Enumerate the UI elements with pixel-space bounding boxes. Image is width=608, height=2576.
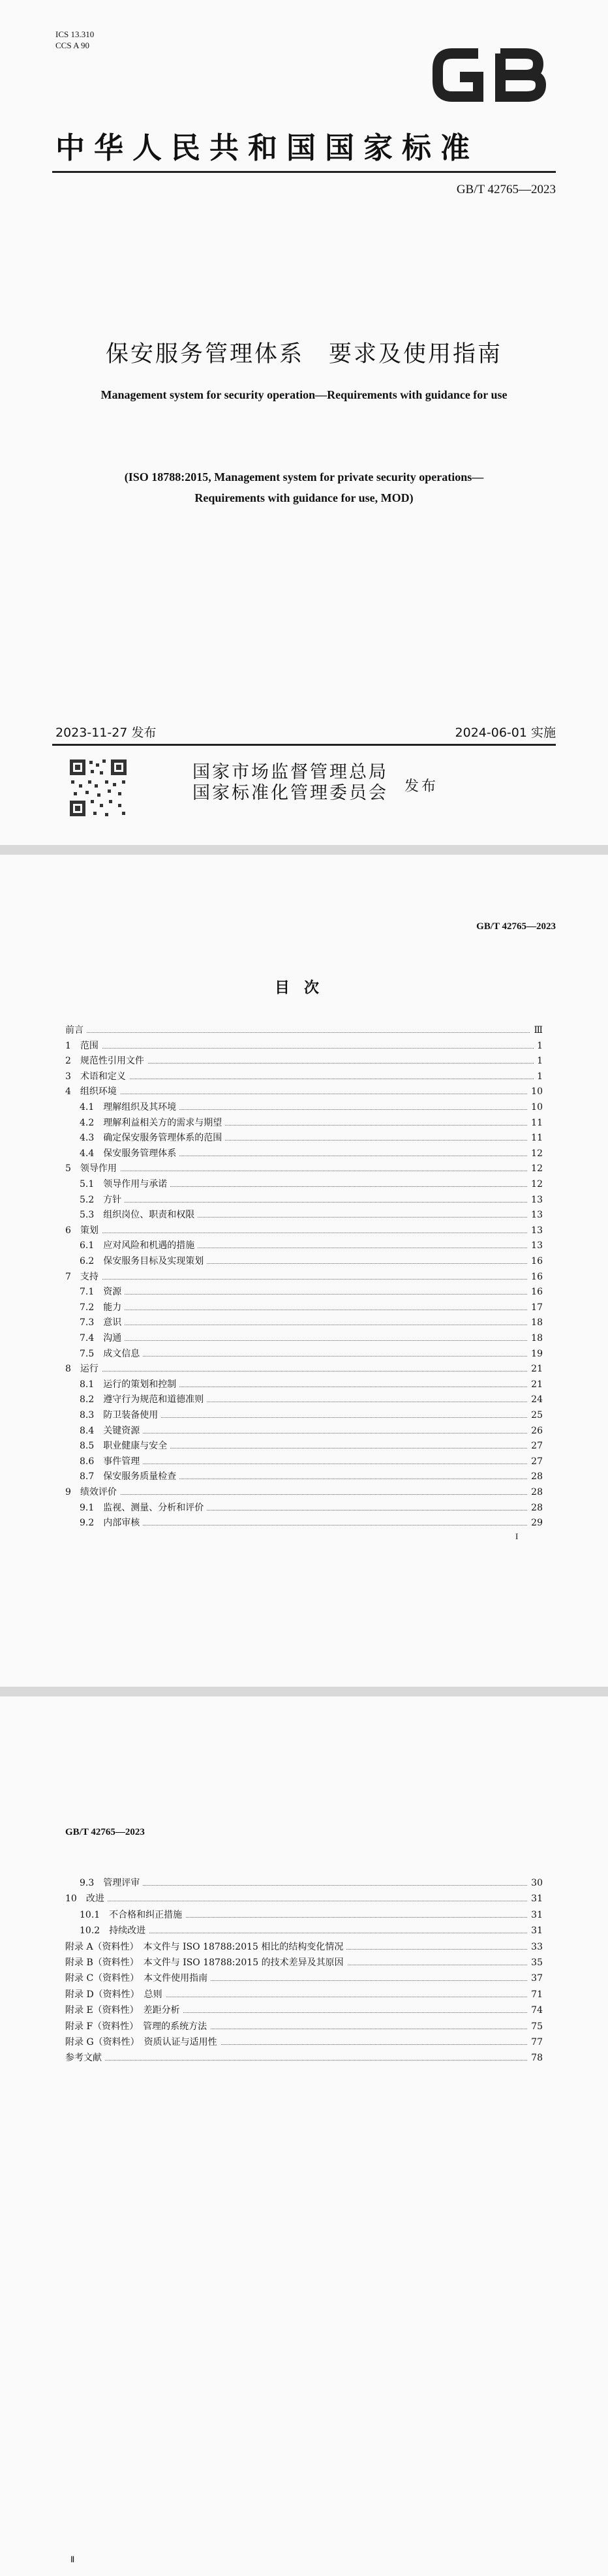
publisher-line-2: 国家标准化管理委员会 xyxy=(192,783,388,803)
toc-entry-label: 8.1 运行的策划和控制 xyxy=(80,1379,179,1390)
toc-entry-page: 13 xyxy=(528,1193,543,1208)
toc-entry-page: 29 xyxy=(528,1516,543,1531)
toc-entry[interactable] xyxy=(80,1501,543,1516)
national-standard-title: 中华人民共和国国家标准 xyxy=(55,130,479,165)
toc-entry[interactable] xyxy=(80,1315,543,1330)
classification-codes xyxy=(55,29,94,51)
toc-entry-page: 21 xyxy=(528,1377,543,1392)
toc-entry-label: 8.2 遵守行为规范和道德准则 xyxy=(80,1394,207,1405)
toc-entry-page: 10 xyxy=(528,1084,543,1099)
toc-entry-page: 37 xyxy=(528,1971,543,1986)
toc-entry[interactable] xyxy=(80,1454,543,1469)
toc-entry[interactable] xyxy=(65,1223,543,1238)
toc-entry-page: 16 xyxy=(528,1285,543,1300)
document-title-cn: 保安服务管理体系 要求及使用指南 xyxy=(105,341,502,367)
toc-entry-label: 4.3 确定保安服务管理体系的范围 xyxy=(80,1133,225,1143)
leader-dots xyxy=(65,1032,543,1033)
leader-dots xyxy=(65,1279,543,1280)
toc-entry-label: 5 领导作用 xyxy=(65,1163,120,1174)
toc-entry-page: 13 xyxy=(528,1238,543,1253)
toc-entry-page: 75 xyxy=(528,2019,543,2034)
toc-entry-label: 10 改进 xyxy=(65,1894,108,1904)
toc-entry-label: 附录 B（资料性） 本文件与 ISO 18788:2015 的技术差异及其原因 xyxy=(65,1957,347,1968)
ccs-code: CCS A 90 xyxy=(55,40,90,50)
toc-entry[interactable] xyxy=(80,1924,543,1939)
toc-page-header: GB/T 42765—2023 xyxy=(476,921,556,932)
leader-dots xyxy=(65,2060,543,2061)
toc-entry-page: 18 xyxy=(528,1331,543,1346)
toc-entry-page: 12 xyxy=(528,1146,543,1161)
toc-title: 目次 xyxy=(275,979,333,996)
toc-entry-label: 9.2 内部审核 xyxy=(80,1518,143,1528)
toc-entry[interactable] xyxy=(65,1039,543,1054)
toc-entry-page: 24 xyxy=(528,1392,543,1407)
toc-entry-page: 35 xyxy=(528,1955,543,1970)
toc-entry-label: 7.4 沟通 xyxy=(80,1333,125,1343)
toc-entry-page: 16 xyxy=(528,1270,543,1285)
toc-entry-label: 8 运行 xyxy=(65,1364,102,1374)
toc-entry-page: Ⅲ xyxy=(530,1023,543,1038)
toc-entry-page: 12 xyxy=(528,1161,543,1176)
toc-list xyxy=(65,1023,543,1545)
toc-entry-label: 8.6 事件管理 xyxy=(80,1456,143,1467)
toc-entry-label: 3 术语和定义 xyxy=(65,1071,129,1082)
toc-entry[interactable] xyxy=(65,1955,543,1970)
qr-code-icon xyxy=(67,757,129,819)
toc-entry-label: 10.1 不合格和纠正措施 xyxy=(80,1910,185,1920)
toc-page xyxy=(0,855,608,1687)
leader-dots xyxy=(65,1048,543,1049)
toc-entry-page: 74 xyxy=(528,2003,543,2018)
leader-dots xyxy=(80,1294,543,1295)
toc-entry-page: 30 xyxy=(528,1876,543,1891)
toc-entry-page: 13 xyxy=(528,1208,543,1223)
toc-entry-label: 附录 F（资料性） 管理的系统方法 xyxy=(65,2021,210,2032)
toc-entry-label: 7.3 意识 xyxy=(80,1317,125,1328)
toc-entry-page: 27 xyxy=(528,1439,543,1454)
toc-entry-page: 28 xyxy=(528,1501,543,1516)
toc-entry-label: 6 策划 xyxy=(65,1225,102,1236)
toc-entry-page: 25 xyxy=(528,1408,543,1423)
toc-entry-page: 28 xyxy=(528,1469,543,1484)
toc-entry-page: 13 xyxy=(528,1223,543,1238)
toc-entry-label: 9 绩效评价 xyxy=(65,1487,120,1497)
iso-reference xyxy=(59,467,549,508)
toc-entry-label: 8.4 关键资源 xyxy=(80,1426,143,1436)
toc-entry-label: 8.3 防卫装备使用 xyxy=(80,1410,161,1420)
toc-entry[interactable] xyxy=(80,1208,543,1223)
toc-entry-page: 28 xyxy=(528,1485,543,1500)
toc-entry-label: 附录 E（资料性） 差距分析 xyxy=(65,2005,183,2016)
toc-entry[interactable] xyxy=(80,1424,543,1439)
iso-reference-line-1: (ISO 18788:2015, Management system for private security operations— xyxy=(124,470,484,483)
leader-dots xyxy=(80,1433,543,1434)
toc-entry[interactable] xyxy=(65,1161,543,1176)
toc-entry-label: 4 组织环境 xyxy=(65,1086,120,1097)
toc-entry-page: 31 xyxy=(528,1924,543,1939)
toc-entry-label: 9.1 监视、测量、分析和评价 xyxy=(80,1503,207,1513)
toc-page-2 xyxy=(0,1696,608,2576)
page-number-2: Ⅱ xyxy=(70,2554,75,2564)
toc-entry[interactable] xyxy=(80,1408,543,1423)
toc-entry[interactable] xyxy=(65,1892,543,1907)
toc-entry-label: 7.5 成文信息 xyxy=(80,1349,143,1359)
toc-entry-label: 9.3 管理评审 xyxy=(80,1878,143,1888)
toc-entry-page: 21 xyxy=(528,1362,543,1377)
toc-entry-page: 19 xyxy=(528,1347,543,1362)
toc-entry-page: 18 xyxy=(528,1315,543,1330)
issue-date: 2023-11-27 发布 xyxy=(55,726,157,740)
cover-page xyxy=(0,0,608,845)
toc-entry[interactable] xyxy=(65,2019,543,2034)
toc-entry[interactable] xyxy=(80,1908,543,1923)
toc-entry-label: 10.2 持续改进 xyxy=(80,1925,149,1936)
leader-dots xyxy=(80,1340,543,1341)
toc-entry-label: 5.3 组织岗位、职责和权限 xyxy=(80,1210,198,1220)
toc-entry[interactable] xyxy=(65,2051,543,2066)
implement-date: 2024-06-01 实施 xyxy=(455,726,556,740)
toc-entry-label: 参考文献 xyxy=(65,2053,105,2063)
publisher-suffix: 发布 xyxy=(404,778,439,795)
toc-entry-page: 27 xyxy=(528,1454,543,1469)
leader-dots xyxy=(80,1356,543,1357)
toc-entry[interactable] xyxy=(65,2003,543,2018)
toc-entry-label: 5.1 领导作用与承诺 xyxy=(80,1179,170,1189)
toc-page-2-header: GB/T 42765—2023 xyxy=(65,1827,145,1837)
toc-entry[interactable] xyxy=(65,1069,543,1084)
gb-logo-icon xyxy=(427,39,551,111)
date-rule xyxy=(52,744,556,746)
toc-entry-page: 11 xyxy=(528,1131,543,1146)
toc-entry-label: 5.2 方针 xyxy=(80,1195,125,1205)
toc-entry[interactable] xyxy=(80,1100,543,1115)
title-rule xyxy=(52,171,556,173)
toc-entry-label: 7.1 资源 xyxy=(80,1287,125,1297)
toc-entry[interactable] xyxy=(80,1377,543,1392)
toc-entry[interactable] xyxy=(80,1347,543,1362)
toc-entry-page: 26 xyxy=(528,1424,543,1439)
leader-dots xyxy=(80,1885,543,1886)
ics-code: ICS 13.310 xyxy=(55,29,95,39)
toc-entry[interactable] xyxy=(65,1084,543,1099)
toc-entry-label: 1 范围 xyxy=(65,1041,102,1051)
toc-entry-label: 7 支持 xyxy=(65,1272,102,1282)
toc-entry-page: 1 xyxy=(534,1054,543,1069)
toc-entry[interactable] xyxy=(80,1238,543,1253)
toc-entry-label: 4.1 理解组织及其环境 xyxy=(80,1102,179,1112)
toc-entry[interactable] xyxy=(80,1177,543,1192)
toc-entry[interactable] xyxy=(65,1362,543,1377)
toc-entry-label: 8.5 职业健康与安全 xyxy=(80,1441,170,1451)
leader-dots xyxy=(65,1494,543,1495)
toc-entry-page: 78 xyxy=(528,2051,543,2066)
toc-entry[interactable] xyxy=(80,1331,543,1346)
toc-entry[interactable] xyxy=(80,1439,543,1454)
toc-entry-label: 4.2 理解利益相关方的需求与期望 xyxy=(80,1118,225,1128)
toc-entry[interactable] xyxy=(80,1193,543,1208)
toc-entry-label: 6.2 保安服务目标及实现策划 xyxy=(80,1256,207,1266)
toc-entry-page: 17 xyxy=(528,1300,543,1315)
toc-entry-label: 附录 A（资料性） 本文件与 ISO 18788:2015 相比的结构变化情况 xyxy=(65,1942,346,1952)
page-number: I xyxy=(515,1531,519,1541)
publisher xyxy=(192,762,388,804)
toc-entry-page: 1 xyxy=(534,1039,543,1054)
toc-list-2 xyxy=(65,1876,543,2085)
toc-entry[interactable] xyxy=(65,1940,543,1955)
toc-entry[interactable] xyxy=(80,1116,543,1131)
toc-entry-page: 71 xyxy=(528,1987,543,2002)
toc-entry-page: 16 xyxy=(528,1254,543,1269)
toc-entry[interactable] xyxy=(65,2035,543,2050)
toc-entry-label: 7.2 能力 xyxy=(80,1302,125,1313)
iso-reference-line-2: Requirements with guidance for use, MOD) xyxy=(194,491,414,504)
toc-entry[interactable] xyxy=(80,1300,543,1315)
toc-entry[interactable] xyxy=(65,1971,543,1986)
toc-entry[interactable] xyxy=(65,1023,543,1038)
toc-entry-page: 12 xyxy=(528,1177,543,1192)
leader-dots xyxy=(65,1371,543,1372)
toc-entry-page: 31 xyxy=(528,1908,543,1923)
toc-entry-page: 10 xyxy=(528,1100,543,1115)
toc-entry[interactable] xyxy=(80,1146,543,1161)
toc-entry-page: 11 xyxy=(528,1116,543,1131)
toc-entry-label: 附录 C（资料性） 本文件使用指南 xyxy=(65,1973,211,1984)
toc-entry[interactable] xyxy=(65,1270,543,1285)
toc-entry-label: 6.1 应对风险和机遇的措施 xyxy=(80,1240,198,1251)
toc-entry[interactable] xyxy=(80,1254,543,1269)
toc-entry-label: 2 规范性引用文件 xyxy=(65,1056,147,1066)
toc-entry-page: 31 xyxy=(528,1892,543,1907)
toc-entry-label: 前言 xyxy=(65,1025,87,1035)
toc-entry-label: 附录 G（资料性） 资质认证与适用性 xyxy=(65,2037,220,2047)
toc-entry[interactable] xyxy=(80,1516,543,1531)
toc-entry-label: 4.4 保安服务管理体系 xyxy=(80,1148,179,1159)
publisher-line-1: 国家市场监督管理总局 xyxy=(192,762,388,782)
toc-entry[interactable] xyxy=(80,1392,543,1407)
toc-entry-label: 8.7 保安服务质量检查 xyxy=(80,1471,179,1482)
toc-entry-label: 附录 D（资料性） 总则 xyxy=(65,1989,166,2000)
toc-entry[interactable] xyxy=(80,1469,543,1484)
document-title-en: Management system for security operation—Requirements with guidance for use xyxy=(100,388,508,401)
toc-entry-page: 1 xyxy=(534,1069,543,1084)
toc-entry[interactable] xyxy=(80,1131,543,1146)
toc-entry[interactable] xyxy=(80,1876,543,1891)
leader-dots xyxy=(80,1525,543,1526)
toc-entry-page: 33 xyxy=(528,1940,543,1955)
leader-dots xyxy=(80,1202,543,1203)
toc-entry-page: 77 xyxy=(528,2035,543,2050)
toc-entry[interactable] xyxy=(65,1054,543,1069)
toc-entry[interactable] xyxy=(65,1987,543,2002)
toc-entry[interactable] xyxy=(65,1485,543,1500)
standard-number: GB/T 42765—2023 xyxy=(456,183,556,196)
toc-entry[interactable] xyxy=(80,1285,543,1300)
